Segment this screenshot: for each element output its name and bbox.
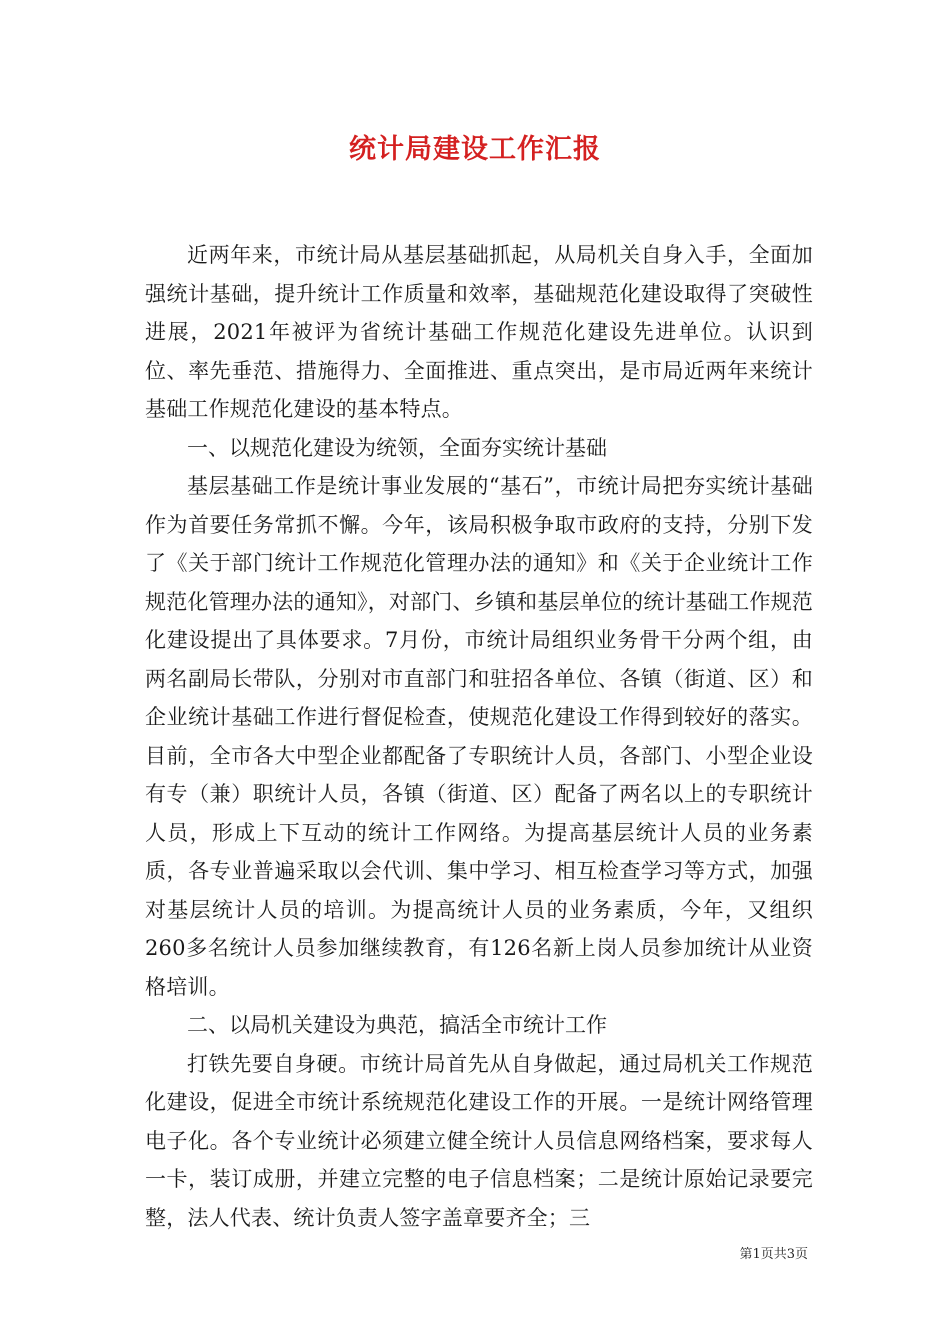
section-heading-1: 一、以规范化建设为统领，全面夯实统计基础: [187, 435, 607, 460]
document-body: [145, 236, 813, 1237]
paragraph-section-1: 基层基础工作是统计事业发展的“基石”，市统计局把夯实统计基础作为首要任务常抓不懈。今年，该局积极争取市政府的支持，分别下发了《关于部门统计工作规范化管理办法的通知》和《关于企业统计工作规范化管理办法的通知》，对部门、乡镇和基层单位的统计基础工作规范化建设提出了具体要求。7月份，市统计局组织业务骨干分两个组，由两名副局长带队，分别对市直部门和驻招各单位、各镇（街道、区）和企业统计基础工作进行督促检查，使规范化建设工作得到较好的落实。目前，全市各大中型企业都配备了专职统计人员，各部门、小型企业设有专（兼）职统计人员，各镇（街道、区）配备了两名以上的专职统计人员，形成上下互动的统计工作网络。为提高基层统计人员的业务素质，各专业普遍采取以会代训、集中学习、相互检查学习等方式，加强对基层统计人员的培训。为提高统计人员的业务素质，今年，又组织260多名统计人员参加继续教育，有126名新上岗人员参加统计从业资格培训。: [145, 474, 813, 999]
paragraph-intro: 近两年来，市统计局从基层基础抓起，从局机关自身入手，全面加强统计基础，提升统计工作质量和效率，基础规范化建设取得了突破性进展，2021年被评为省统计基础工作规范化建设先进单位。认识到位、率先垂范、措施得力、全面推进、重点突出，是市局近两年来统计基础工作规范化建设的基本特点。: [145, 243, 813, 421]
page-number-footer: 第1页共3页: [739, 1247, 808, 1262]
section-heading-2: 二、以局机关建设为典范，搞活全市统计工作: [187, 1013, 607, 1037]
document-title: 统计局建设工作汇报: [349, 134, 601, 165]
paragraph-section-2: 打铁先要自身硬。市统计局首先从自身做起，通过局机关工作规范化建设，促进全市统计系统规范化建设工作的开展。一是统计网络管理电子化。各个专业统计必须建立健全统计人员信息网络档案，要求每人一卡，装订成册，并建立完整的电子信息档案；二是统计原始记录要完整，法人代表、统计负责人签字盖章要齐全；三: [145, 1051, 813, 1230]
